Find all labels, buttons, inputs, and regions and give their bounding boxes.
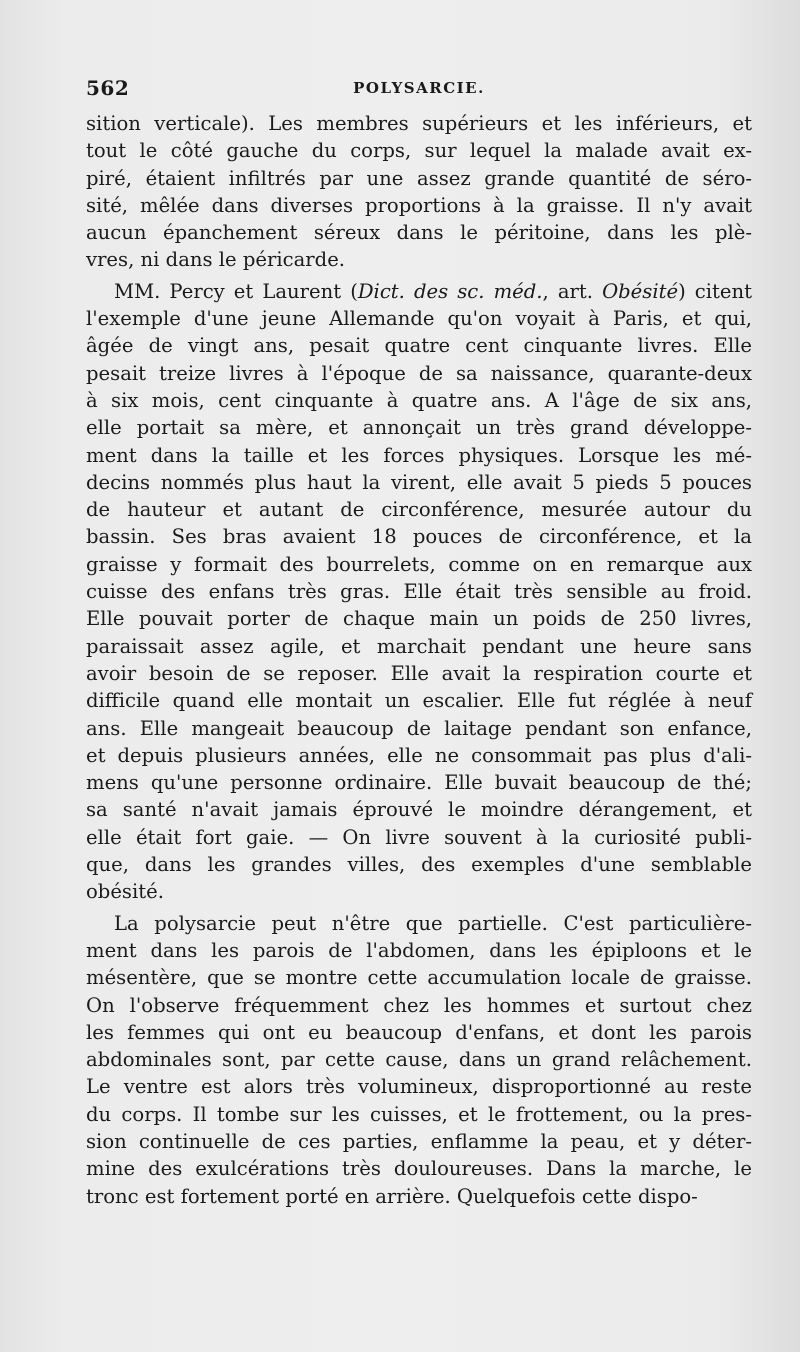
text-line: pesait treize livres à l'époque de sa naissance, quarante-deux bbox=[86, 361, 752, 385]
text-line: La polysarcie peut n'être que partielle. C'est particulière- bbox=[114, 911, 752, 935]
text-line: decins nommés plus haut la virent, elle avait 5 pieds 5 pouces bbox=[86, 470, 752, 494]
text-line: vres, ni dans le péricarde. bbox=[86, 248, 346, 272]
text-line: aucun épanchement séreux dans le péritoine, dans les plè- bbox=[86, 221, 752, 245]
body-text bbox=[86, 110, 752, 1210]
text-line: ans. Elle mangeait beaucoup de laitage pendant son enfance, bbox=[86, 716, 752, 740]
paragraph bbox=[86, 110, 752, 274]
text-line: MM. Percy et Laurent (Dict. des sc. méd., art. Obésité) citent bbox=[114, 279, 752, 303]
text-line: les femmes qui ont eu beaucoup d'enfans, et dont les parois bbox=[86, 1020, 752, 1044]
text-line: ment dans la taille et les forces physiques. Lorsque les mé- bbox=[86, 443, 752, 467]
text-line: et depuis plusieurs années, elle ne consommait pas plus d'ali- bbox=[86, 743, 752, 767]
text-line: obésité. bbox=[86, 880, 164, 904]
text-line: mens qu'une personne ordinaire. Elle buvait beaucoup de thé; bbox=[86, 771, 752, 795]
page-number: 562 bbox=[86, 76, 130, 100]
text-line: de hauteur et autant de circonférence, mesurée autour du bbox=[86, 498, 752, 522]
text-line: graisse y formait des bourrelets, comme on en remarque aux bbox=[86, 552, 752, 576]
text-line: mine des exulcérations très douloureuses. Dans la marche, le bbox=[86, 1157, 752, 1181]
text-line: à six mois, cent cinquante à quatre ans. A l'âge de six ans, bbox=[86, 388, 752, 412]
text-line: Elle pouvait porter de chaque main un poids de 250 livres, bbox=[86, 607, 752, 631]
text-line: piré, étaient infiltrés par une assez grande quantité de séro- bbox=[86, 166, 752, 190]
text-line: Le ventre est alors très volumineux, disproportionné au reste bbox=[86, 1075, 752, 1099]
text-line: abdominales sont, par cette cause, dans un grand relâchement. bbox=[86, 1048, 752, 1072]
paragraph bbox=[86, 278, 752, 906]
paragraph bbox=[86, 910, 752, 1210]
text-line: que, dans les grandes villes, des exemples d'une semblable bbox=[86, 853, 752, 877]
text-line: mésentère, que se montre cette accumulation locale de graisse. bbox=[86, 966, 752, 990]
text-line: elle était fort gaie. — On livre souvent à la curiosité publi- bbox=[86, 825, 752, 849]
text-line: sion continuelle de ces parties, enflamme la peau, et y déter- bbox=[86, 1129, 752, 1153]
text-line: cuisse des enfans très gras. Elle était très sensible au froid. bbox=[86, 580, 752, 604]
text-line: difficile quand elle montait un escalier. Elle fut réglée à neuf bbox=[86, 689, 752, 713]
text-line: sa santé n'avait jamais éprouvé le moindre dérangement, et bbox=[86, 798, 752, 822]
text-line: tout le côté gauche du corps, sur lequel la malade avait ex- bbox=[86, 139, 752, 163]
text-line: ment dans les parois de l'abdomen, dans les épiploons et le bbox=[86, 938, 752, 962]
text-line: avoir besoin de se reposer. Elle avait la respiration courte et bbox=[86, 661, 752, 685]
text-line: du corps. Il tombe sur les cuisses, et le frottement, ou la pres- bbox=[86, 1102, 752, 1126]
text-line: sition verticale). Les membres supérieurs et les inférieurs, et bbox=[86, 112, 752, 135]
text-line: sité, mêlée dans diverses proportions à la graisse. Il n'y avait bbox=[86, 193, 752, 217]
text-line: tronc est fortement porté en arrière. Quelquefois cette dispo- bbox=[86, 1184, 698, 1208]
text-line: On l'observe fréquemment chez les hommes et surtout chez bbox=[86, 993, 752, 1017]
text-line: âgée de vingt ans, pesait quatre cent cinquante livres. Elle bbox=[86, 334, 752, 358]
running-title: POLYSARCIE. bbox=[353, 79, 485, 97]
text-line: paraissait assez agile, et marchait pendant une heure sans bbox=[86, 634, 752, 658]
text-line: l'exemple d'une jeune Allemande qu'on voyait à Paris, et qui, bbox=[86, 307, 752, 331]
text-line: elle portait sa mère, et annonçait un très grand développe- bbox=[86, 416, 752, 440]
text-line: bassin. Ses bras avaient 18 pouces de circonférence, et la bbox=[86, 525, 752, 549]
page-header bbox=[86, 76, 752, 102]
